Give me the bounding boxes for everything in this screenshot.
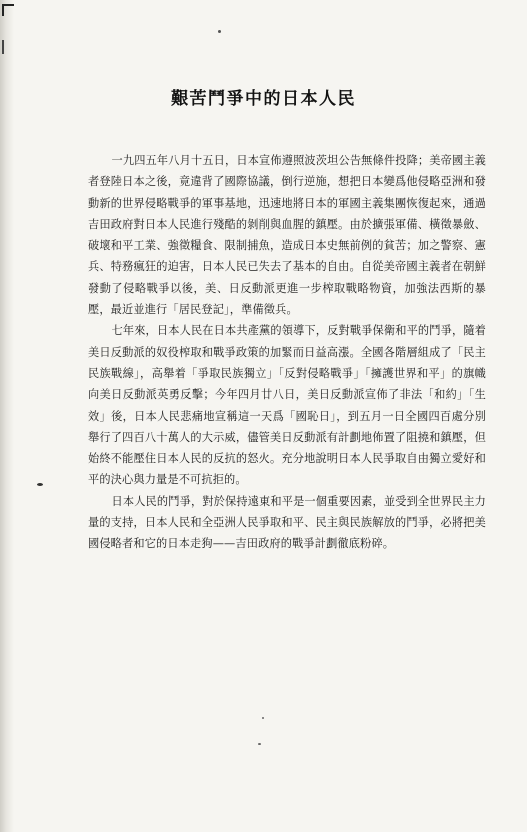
paragraph: 日本人民的鬥爭，對於保持遠東和平是一個重要因素，並受到全世界民主力量的支持，日本人民和全亞洲人民爭取和平、民主與民族解放的鬥爭，必將把美國侵略者和它的日本走狗——吉田政府的戰爭計劃徹底粉碎。 [88,494,486,551]
scan-speck [262,717,264,719]
scan-speck [218,30,221,33]
scan-speck [37,483,43,486]
paragraph: 七年來，日本人民在日本共產黨的領導下，反對戰爭保衛和平的鬥爭，隨着美日反動派的奴役榨取和戰爭政策的加緊而日益高漲。全國各階層組成了「民主民族戰線」，高舉着「爭取民族獨立」「反對侵略戰爭」「擁護世界和平」的旗幟向美日反動派英勇反擊；今年四月廿八日，美日反動派宣佈了非法「和約」「生效」後，日本人民悲痛地宣稱這一天爲「國恥日」，到五月一日全國四百處分別舉行了四百八十萬人的大示威，儘管美日反動派有計劃地佈置了阻撓和鎮壓，但始終不能壓住日本人民的反抗的怒火。充分地說明日本人民爭取自由獨立愛好和平的決心與力量是不可抗拒的。 [88,324,486,487]
paragraph: 一九四五年八月十五日，日本宣佈遵照波茨坦公告無條件投降；美帝國主義者登陸日本之後，竟違背了國際協議，倒行逆施，想把日本變爲他侵略亞洲和發動新的世界侵略戰爭的軍事基地，迅速地將日本的軍國主義集團恢復起來，通過吉田政府對日本人民進行殘酷的剝削與血腥的鎮壓。由於擴張軍備、橫徵暴斂、破壞和平工業、強徵糧食、限制捕魚，造成日本史無前例的貧苦；加之警察、憲兵、特務瘋狂的迫害，日本人民已失去了基本的自由。自從美帝國主義者在朝鮮發動了侵略戰爭以後，美、日反動派更進一步榨取戰略物資，加強法西斯的暴壓，最近並進行「居民登記」，準備徵兵。 [88,154,486,317]
scan-speck [258,743,261,745]
edge-scan-mark [2,40,4,54]
page-edge-shadow [0,0,14,832]
corner-scan-mark [2,4,14,16]
article-body [88,150,486,555]
page-title: 艱苦鬥爭中的日本人民 [171,89,356,109]
